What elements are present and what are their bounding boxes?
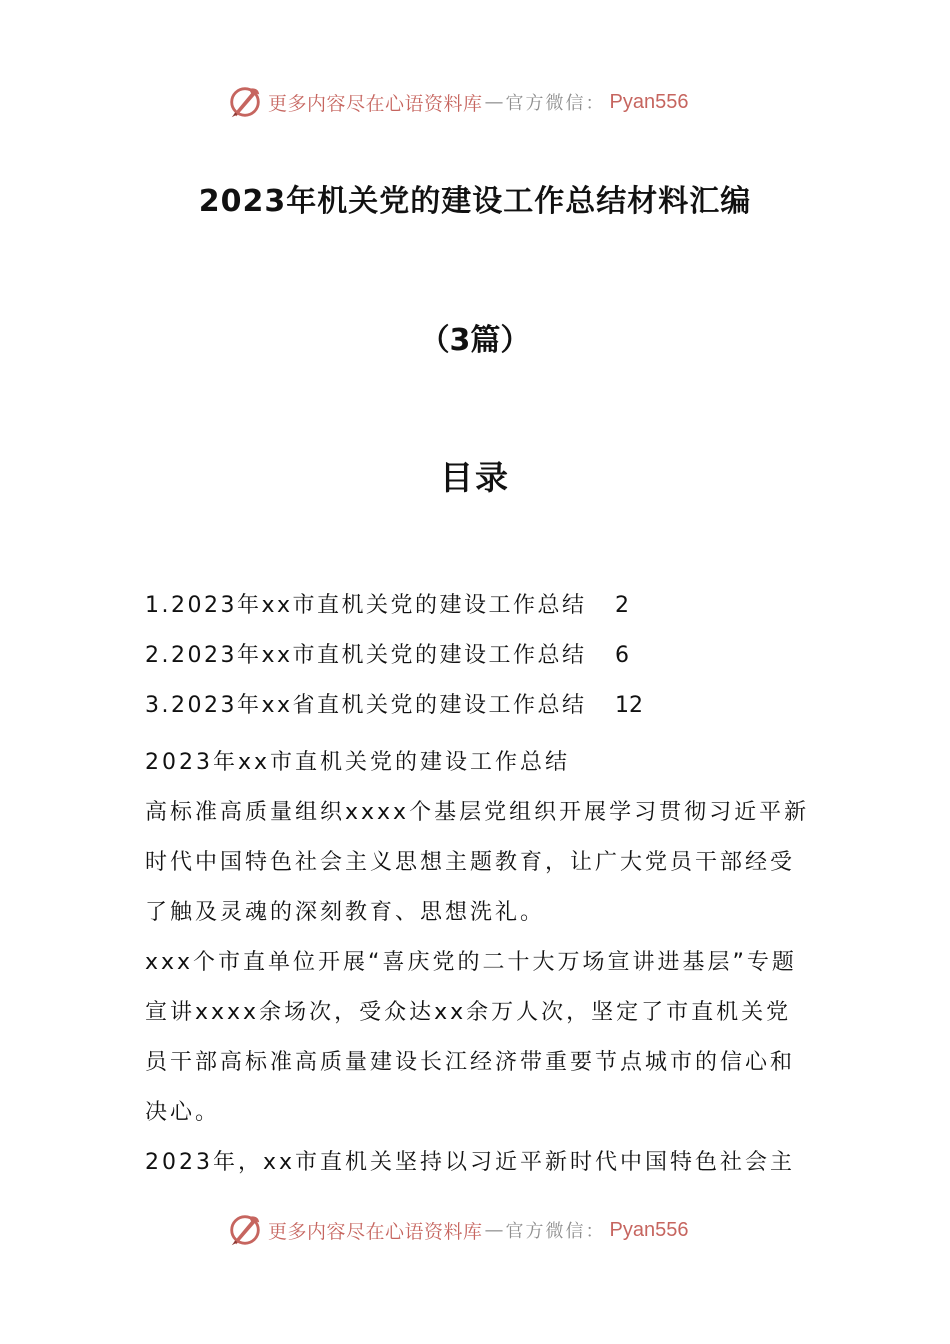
watermark-text: 更多内容尽在心语资料库 [268,92,483,115]
quill-logo-icon [226,83,264,121]
toc-entry-page: 12 [615,693,643,718]
toc-entry-title: 1.2023年xx市直机关党的建设工作总结 [145,593,587,618]
watermark-wechat-id: Pyan556 [609,90,689,113]
document-subtitle: （3篇） [419,323,531,358]
toc-heading: 目录 [440,458,510,497]
toc-entry[interactable] [145,638,643,688]
toc-entry[interactable] [145,688,643,738]
body-text [145,738,810,1188]
toc-entry-page: 2 [615,593,629,618]
watermark-dash: — [484,91,504,113]
quill-logo-icon [226,1211,264,1249]
toc-entry-page: 6 [615,643,629,668]
section-heading: 2023年xx市直机关党的建设工作总结 [145,750,571,775]
document-title: 2023年机关党的建设工作总结材料汇编 [198,184,752,219]
watermark-banner-top [226,82,688,122]
toc-entry-title: 3.2023年xx省直机关党的建设工作总结 [145,693,587,718]
watermark-wechat-label: 官方微信： [505,93,606,114]
toc-entry-title: 2.2023年xx市直机关党的建设工作总结 [145,643,587,668]
watermark-banner-bottom [226,1210,688,1250]
watermark-text: 更多内容尽在心语资料库 [268,1220,483,1243]
table-of-contents [145,588,643,738]
watermark-wechat-label: 官方微信： [505,1221,606,1242]
toc-entry[interactable] [145,588,643,638]
body-paragraph: 高标准高质量组织xxxx个基层党组织开展学习贯彻习近平新时代中国特色社会主义思想主题教育，让广大党员干部经受了触及灵魂的深刻教育、思想洗礼。 [145,800,810,925]
body-paragraph: 2023年，xx市直机关坚持以习近平新时代中国特色社会主 [145,1150,796,1175]
watermark-dash: — [484,1219,504,1241]
body-paragraph: xxx个市直单位开展“喜庆党的二十大万场宣讲进基层”专题宣讲xxxx余场次，受众达xx余万人次，坚定了市直机关党员干部高标准高质量建设长江经济带重要节点城市的信心和决心。 [145,950,797,1125]
watermark-wechat-id: Pyan556 [609,1218,689,1241]
